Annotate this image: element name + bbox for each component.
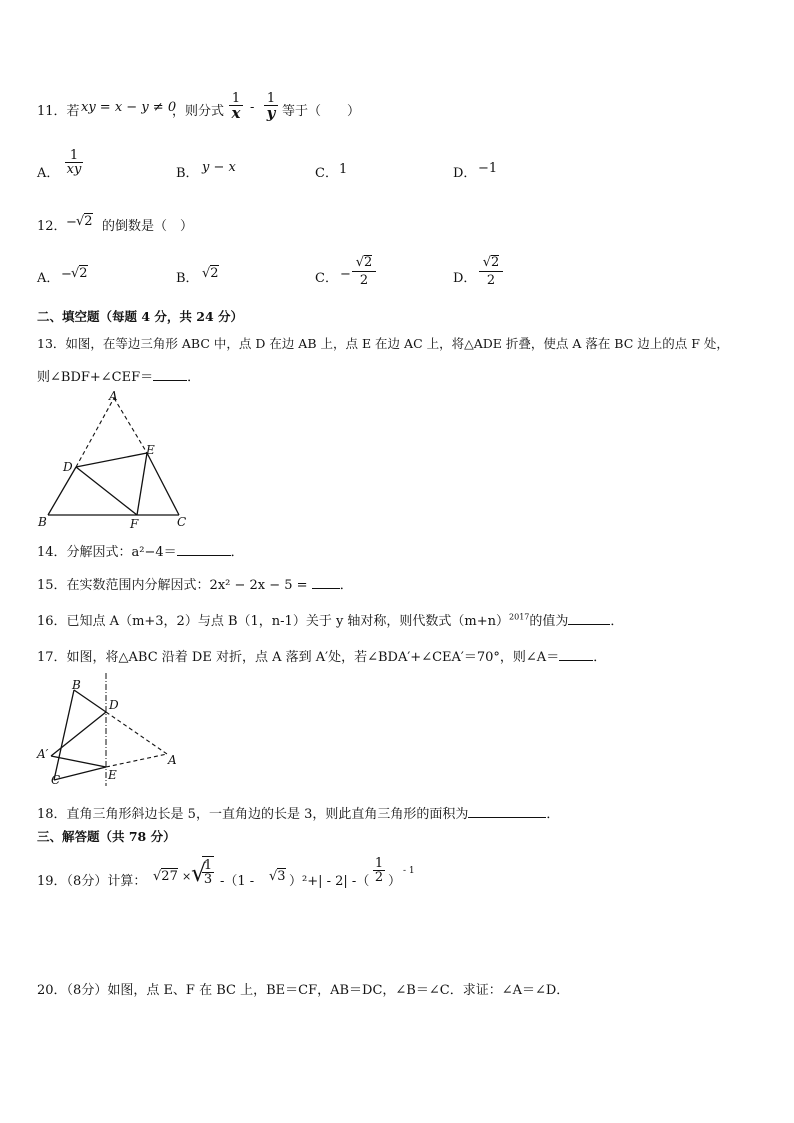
q13-answer-blank[interactable] xyxy=(153,380,187,381)
q13-line2-end: ． xyxy=(187,370,201,385)
q12-opt-a-neg: − xyxy=(61,267,72,282)
q17-dashed-ea xyxy=(106,754,167,767)
q11-opt-a-num: 1 xyxy=(69,148,79,163)
q11-fraction-1x xyxy=(229,92,243,121)
q13-triangle-figure xyxy=(36,388,196,533)
q12-suffix: 的倒数是（ ） xyxy=(102,219,194,234)
section-2-heading: 二、填空题（每题 4 分，共 24 分） xyxy=(37,309,244,324)
q12-opt-a-label: A． xyxy=(37,271,60,286)
q17-label-e: E xyxy=(108,768,117,782)
q12-opt-d-fraction xyxy=(479,255,503,287)
q19-half-den: 2 xyxy=(374,870,384,885)
q12-opt-a-rad: 2 xyxy=(79,266,88,281)
q15 xyxy=(37,574,353,593)
q12-opt-b-rad: 2 xyxy=(210,266,219,281)
q19-prefix: 19．（8分）计算： xyxy=(37,874,147,889)
q14-end: ． xyxy=(230,545,244,560)
q11-opt-c-label: C． xyxy=(315,166,338,181)
q13-label-f: F xyxy=(130,517,139,531)
q13-segment-df xyxy=(76,467,137,515)
q13-label-a: A xyxy=(109,389,118,403)
q19-half-fraction xyxy=(373,857,385,884)
q16-exponent: 2017 xyxy=(509,612,530,622)
q12-opt-c-den: 2 xyxy=(359,273,369,288)
q11-opt-a-fraction xyxy=(65,149,83,176)
q11-minus: - xyxy=(250,100,255,115)
q19-rad27: 27 xyxy=(161,869,178,884)
q11-condition: xy = x − y ≠ 0 xyxy=(81,100,177,115)
q12-opt-b-sqrt: √2 xyxy=(202,266,219,281)
q13-line2 xyxy=(37,366,200,385)
q19-sqrt3: √3 xyxy=(269,869,286,884)
q17-answer-blank[interactable] xyxy=(559,660,593,661)
q13-line2-text: 则∠BDF+∠CEF＝ xyxy=(37,370,154,385)
q13-segment-ef xyxy=(137,453,147,515)
q11-suffix: 等于（ ） xyxy=(282,104,361,119)
q13-fold-de xyxy=(76,453,147,467)
q17-label-b: B xyxy=(72,678,81,692)
q17-side-ce xyxy=(54,767,106,780)
section-3-heading: 三、解答题（共 78 分） xyxy=(37,829,176,844)
q16-text2: 的值为 xyxy=(529,614,569,629)
q11-frac1-den: x xyxy=(231,104,241,122)
q13-label-c: C xyxy=(177,515,187,529)
fraction-bar xyxy=(479,271,503,272)
q13-side-ec xyxy=(147,453,179,515)
q12-opt-c-rad: 2 xyxy=(364,255,373,270)
q19-big-radical: √ xyxy=(191,859,207,887)
q18-text: 18．直角三角形斜边长是 5，一直角边的长是 3，则此直角三角形的面积为 xyxy=(37,807,469,822)
q12-opt-d-den: 2 xyxy=(486,273,496,288)
q19-sqrt27: √27 xyxy=(153,869,178,884)
q13-side-bd xyxy=(48,467,76,515)
q11-prefix: 11．若 xyxy=(37,104,80,119)
q11-frac2-num: 1 xyxy=(266,91,276,106)
q19-frac-den: 3 xyxy=(203,872,213,887)
q12-opt-d-rad: 2 xyxy=(491,255,500,270)
q17-segment-da2 xyxy=(51,712,106,756)
q13-dashed-ad xyxy=(76,398,114,467)
q18-end: ． xyxy=(546,807,560,822)
q16-text: 16．已知点 A（m+3，2）与点 B（1，n-1）关于 y 轴对称，则代数式（m+n） xyxy=(37,614,510,629)
q13-dashed-ae xyxy=(114,398,147,453)
q17-label-a-prime: A′ xyxy=(37,747,49,761)
q17-text: 17．如图，将△ABC 沿着 DE 对折，点 A 落到 A′处，若∠BDA′+∠CEA′＝70°，则∠A＝ xyxy=(37,650,560,665)
q16 xyxy=(37,610,623,629)
q17-segment-a2e xyxy=(51,756,106,767)
q12-opt-c-sqrt: √2 xyxy=(355,255,373,270)
q17-end: ． xyxy=(593,650,607,665)
q11-opt-a-den: xy xyxy=(66,162,82,177)
q12-opt-d-label: D． xyxy=(453,271,477,286)
q14-text: 14．分解因式：a²−4＝ xyxy=(37,545,177,560)
q20-text: 20．（8分）如图，点 E、F 在 BC 上，BE＝CF，AB＝DC，∠B＝∠C．求证：∠A＝∠D． xyxy=(37,983,570,998)
q11-opt-c: 1 xyxy=(339,162,348,177)
q18 xyxy=(37,803,559,822)
q12-opt-d-sqrt: √2 xyxy=(482,255,500,270)
q17-label-d: D xyxy=(109,698,119,712)
q15-answer-blank[interactable] xyxy=(312,588,340,589)
q13-label-b: B xyxy=(38,515,47,529)
q13-label-d: D xyxy=(63,460,73,474)
q12-number: 12． xyxy=(37,219,67,234)
q19-rad3: 3 xyxy=(277,869,286,884)
q17 xyxy=(37,646,606,665)
q18-answer-blank[interactable] xyxy=(468,817,546,818)
q12-opt-a-sqrt: √2 xyxy=(71,266,88,281)
q19-part2: -（1 - xyxy=(220,874,255,889)
q12-opt-c-neg: − xyxy=(340,267,351,282)
q13-label-e: E xyxy=(146,443,155,457)
q11-opt-d-label: D． xyxy=(453,166,477,181)
q11-opt-d: −1 xyxy=(478,161,498,176)
q12-opt-c-fraction xyxy=(352,255,376,287)
q13-line1: 13．如图，在等边三角形 ABC 中，点 D 在边 AB 上，点 E 在边 AC 上，将△ADE 折叠，使点 A 落在 BC 边上的点 F 处， xyxy=(37,336,729,351)
q11-fraction-1y xyxy=(264,92,278,121)
q16-end: ． xyxy=(610,614,624,629)
q17-label-a: A xyxy=(168,753,177,767)
q12-neg: − xyxy=(66,215,77,230)
q14 xyxy=(37,541,244,560)
q16-answer-blank[interactable] xyxy=(568,624,610,625)
fraction-bar xyxy=(352,271,376,272)
q19-part3: ）²+| - 2| -（ xyxy=(289,874,370,889)
q12-sqrt2: √2 xyxy=(76,214,93,229)
q19-half-num: 1 xyxy=(374,856,384,871)
q19-times: × xyxy=(182,870,192,883)
q11-frac1-num: 1 xyxy=(231,91,241,106)
q11-opt-b-label: B． xyxy=(176,166,199,181)
q17-side-bd xyxy=(74,690,106,712)
q12-opt-b-label: B． xyxy=(176,271,199,286)
q11-frac2-den: y xyxy=(266,104,276,122)
q15-text: 15．在实数范围内分解因式：2x² − 2x − 5 = xyxy=(37,578,308,593)
q12-opt-c-label: C． xyxy=(315,271,338,286)
q15-end: ． xyxy=(339,578,353,593)
q17-label-c: C xyxy=(51,773,61,787)
q11-opt-b: y − x xyxy=(202,160,236,175)
q12-rad: 2 xyxy=(84,214,93,229)
q19-part4: ） xyxy=(388,874,402,889)
q17-dashed-da xyxy=(106,712,167,754)
q19-exponent: - 1 xyxy=(403,866,415,876)
q14-answer-blank[interactable] xyxy=(177,555,231,556)
q17-side-bc xyxy=(54,690,74,780)
q11-opt-a-label: A． xyxy=(37,166,60,181)
q19-sqrt-fraction xyxy=(202,856,214,886)
q17-triangle-figure xyxy=(34,670,184,790)
q19-frac-num: 1 xyxy=(203,858,213,873)
q11-mid: ，则分式 xyxy=(172,104,225,119)
